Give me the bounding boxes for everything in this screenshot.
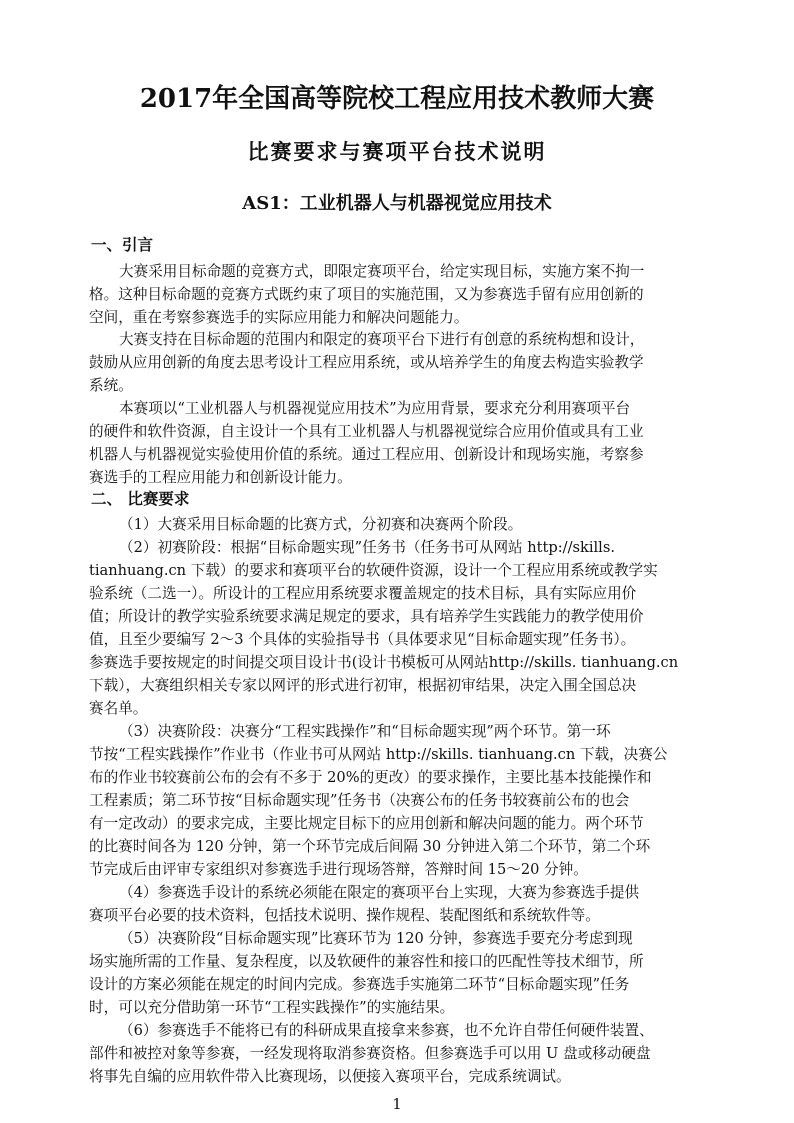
paragraph-line: 节按“工程实践操作”作业书（作业书可从网站 http://skills. tianhuang.cn 下载，决赛公 xyxy=(89,746,668,763)
paragraph-line: 场实施所需的工作量、复杂程度，以及软硬件的兼容性和接口的匹配性等技术细节，所 xyxy=(89,953,644,970)
paragraph-line: （5）决赛阶段“目标命题实现”比赛环节为 120 分钟，参赛选手要充分考虑到现 xyxy=(119,930,633,947)
paragraph-line: 格。这种目标命题的竞赛方式既约束了项目的实施范围，又为参赛选手留有应用创新的 xyxy=(89,286,644,303)
paragraph-line: （6）参赛选手不能将已有的科研成果直接拿来参赛，也不允许自带任何硬件装置、 xyxy=(119,1022,654,1039)
paragraph-line: 验系统（二选一）。所设计的工程应用系统要求覆盖规定的技术目标，具有实际应用价 xyxy=(89,585,637,602)
paragraph-line: 设计的方案必须能在规定的时间内完成。参赛选手实施第二环节“目标命题实现”任务 xyxy=(89,976,630,993)
paragraph-line: 有一定改动）的要求完成，主要比规定目标下的应用创新和解决问题的能力。两个环节 xyxy=(89,815,644,832)
paragraph-line: 本赛项以“工业机器人与机器视觉应用技术”为应用背景，要求充分利用赛项平台 xyxy=(119,400,631,417)
paragraph-line: （1）大赛采用目标命题的比赛方式，分初赛和决赛两个阶段。 xyxy=(119,516,523,533)
paragraph-line: 的比赛时间各为 120 分钟，第一个环节完成后间隔 30 分钟进入第二个环节，第二个环 xyxy=(89,838,651,855)
paragraph-line: 的硬件和软件资源，自主设计一个具有工业机器人与机器视觉综合应用价值或具有工业 xyxy=(89,423,644,440)
paragraph-line: 大赛采用目标命题的竞赛方式，即限定赛项平台，给定实现目标，实施方案不拘一 xyxy=(119,263,645,280)
paragraph-line: 机器人与机器视觉实验使用价值的系统。通过工程应用、创新设计和现场实施，考察参 xyxy=(89,446,644,463)
paragraph-line: 部件和被控对象等参赛，一经发现将取消参赛资格。但参赛选手可以用 U 盘或移动硬盘 xyxy=(89,1045,651,1062)
paragraph-line: 布的作业书较赛前公布的会有不多于 20%的更改）的要求操作，主要比基本技能操作和 xyxy=(89,769,652,786)
paragraph-line: 赛项平台必要的技术资料，包括技术说明、操作规程、装配图纸和系统软件等。 xyxy=(89,907,600,924)
paragraph-line: 参赛选手要按规定的时间提交项目设计书(设计书模板可从网站http://skills. tianhuang.cn xyxy=(89,654,679,671)
paragraph-line: 值；所设计的教学实验系统要求满足规定的要求，具有培养学生实践能力的教学使用价 xyxy=(89,608,644,625)
section-heading-requirements: 二、 比赛要求 xyxy=(91,489,190,508)
paragraph-line: 鼓励从应用创新的角度去思考设计工程应用系统，或从培养学生的角度去构造实验教学 xyxy=(89,354,644,371)
paragraph-line: 系统。 xyxy=(89,377,133,394)
paragraph-line: 工程素质；第二环节按“目标命题实现”任务书（决赛公布的任务书较赛前公布的也会 xyxy=(89,792,630,809)
section-code-title: AS1：工业机器人与机器视觉应用技术 xyxy=(242,193,552,214)
paragraph-line: （2）初赛阶段：根据“目标命题实现”任务书（任务书可从网站 http://skills. xyxy=(119,539,615,556)
paragraph-line: 时，可以充分借助第一环节“工程实践操作”的实施结果。 xyxy=(89,999,455,1016)
document-subtitle: 比赛要求与赛项平台技术说明 xyxy=(247,139,547,164)
paragraph-line: 值，且至少要编写 2～3 个具体的实验指导书（具体要求见“目标命题实现”任务书）。 xyxy=(89,631,636,648)
paragraph-line: 赛名单。 xyxy=(89,700,148,717)
paragraph-line: 空间，重在考察参赛选手的实际应用能力和解决问题能力。 xyxy=(89,309,469,326)
paragraph-line: （4）参赛选手设计的系统必须能在限定的赛项平台上实现，大赛为参赛选手提供 xyxy=(119,884,640,901)
document-title: 2017年全国高等院校工程应用技术教师大赛 xyxy=(139,84,655,114)
paragraph-line: tianhuang.cn 下载）的要求和赛项平台的软硬件资源，设计一个工程应用系统或教学实 xyxy=(89,562,658,579)
page-number: 1 xyxy=(392,1095,402,1113)
paragraph-line: （3）决赛阶段：决赛分“工程实践操作”和“目标命题实现”两个环节。第一环 xyxy=(119,723,611,740)
paragraph-line: 将事先自编的应用软件带入比赛现场，以便接入赛项平台，完成系统调试。 xyxy=(89,1068,571,1085)
paragraph-line: 赛选手的工程应用能力和创新设计能力。 xyxy=(89,469,352,486)
paragraph-line: 下载），大赛组织相关专家以网评的形式进行初审，根据初审结果，决定入围全国总决 xyxy=(89,677,637,694)
paragraph-line: 节完成后由评审专家组织对参赛选手进行现场答辩，答辩时间 15～20 分钟。 xyxy=(89,861,588,878)
paragraph-line: 大赛支持在目标命题的范围内和限定的赛项平台下进行有创意的系统构想和设计， xyxy=(119,331,645,348)
section-heading-intro: 一、引言 xyxy=(91,235,154,254)
